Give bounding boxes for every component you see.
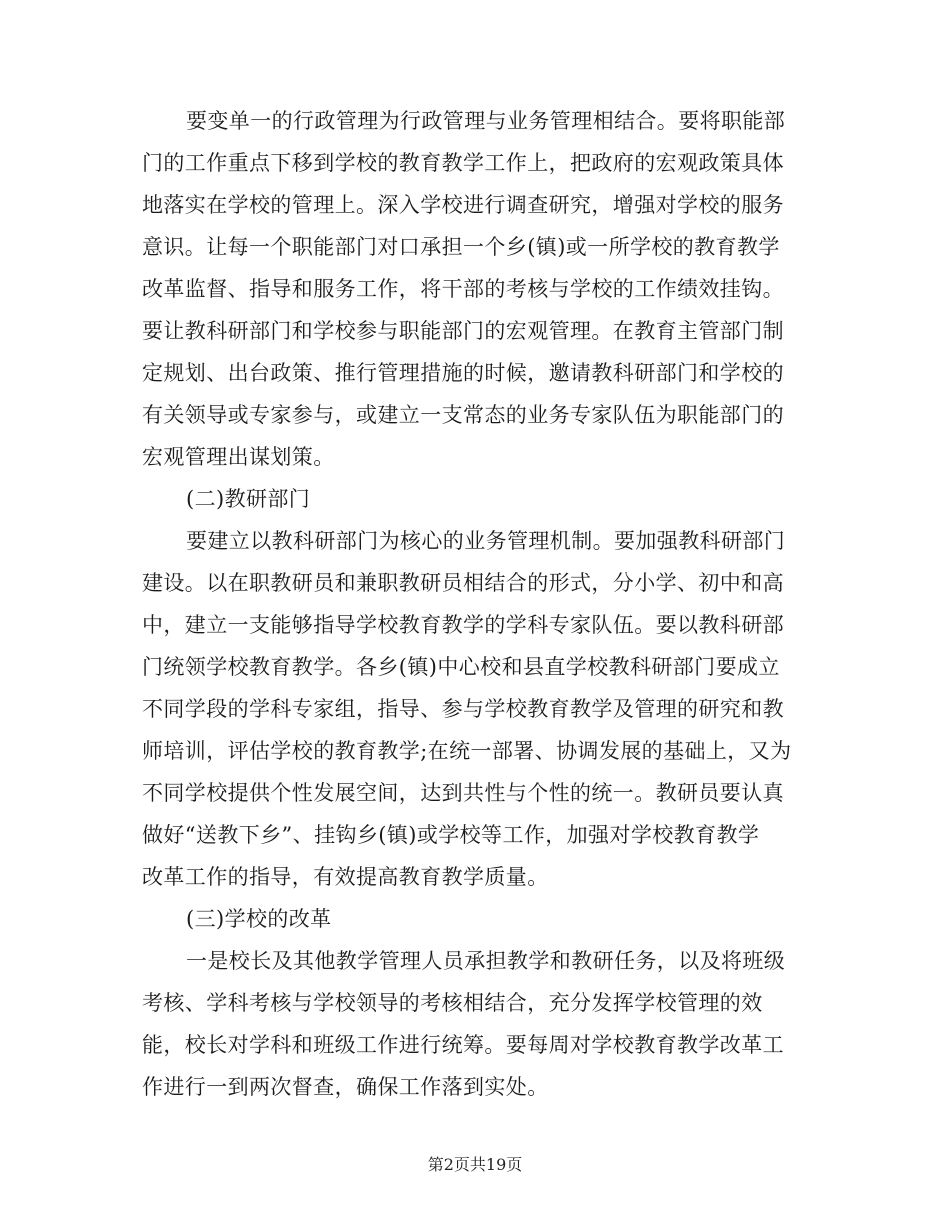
text-line: 能，校长对学科和班级工作进行统筹。要每周对学校教育教学改革工 [142,1033,784,1057]
text-line: 一是校长及其他教学管理人员承担教学和教研任务，以及将班级 [186,949,786,973]
text-line: 改革工作的指导，有效提高教育教学质量。 [142,865,549,889]
text-line: 有关领导或专家参与，或建立一支常态的业务专家队伍为职能部门的 [142,403,784,427]
page-number-footer: 第2页共19页 [427,1155,523,1174]
text-line: 要让教科研部门和学校参与职能部门的宏观管理。在教育主管部门制 [142,319,784,343]
text-line: 不同学段的学科专家组，指导、参与学校教育教学及管理的研究和教 [142,697,784,721]
text-line: 建设。以在职教研员和兼职教研员相结合的形式，分小学、初中和高 [142,571,784,595]
text-line: 定规划、出台政策、推行管理措施的时候，邀请教科研部门和学校的 [142,361,784,385]
text-line: 师培训，评估学校的教育教学;在统一部署、协调发展的基础上，又为 [142,739,792,763]
section-heading: (二)教研部门 [186,487,311,511]
text-line: 地落实在学校的管理上。深入学校进行调查研究，增强对学校的服务 [142,193,784,217]
text-line: 作进行一到两次督查，确保工作落到实处。 [142,1075,549,1099]
text-line: 不同学校提供个性发展空间，达到共性与个性的统一。教研员要认真 [142,781,784,805]
section-heading: (三)学校的改革 [186,907,332,931]
text-line: 做好“送教下乡”、挂钩乡(镇)或学校等工作，加强对学校教育教学 [142,823,760,847]
text-line: 改革监督、指导和服务工作，将干部的考核与学校的工作绩效挂钩。 [142,277,784,301]
text-line: 宏观管理出谋划策。 [142,445,335,469]
text-line: 考核、学科考核与学校领导的考核相结合，充分发挥学校管理的效 [142,991,763,1015]
text-line: 要建立以教科研部门为核心的业务管理机制。要加强教科研部门 [186,529,786,553]
document-body [142,100,802,1108]
text-line: 要变单一的行政管理为行政管理与业务管理相结合。要将职能部 [186,109,786,133]
text-line: 意识。让每一个职能部门对口承担一个乡(镇)或一所学校的教育教学 [142,235,780,259]
text-line: 中，建立一支能够指导学校教育教学的学科专家队伍。要以教科研部 [142,613,784,637]
text-line: 门统领学校教育教学。各乡(镇)中心校和县直学校教科研部门要成立 [142,655,780,679]
text-line: 门的工作重点下移到学校的教育教学工作上，把政府的宏观政策具体 [142,151,784,175]
